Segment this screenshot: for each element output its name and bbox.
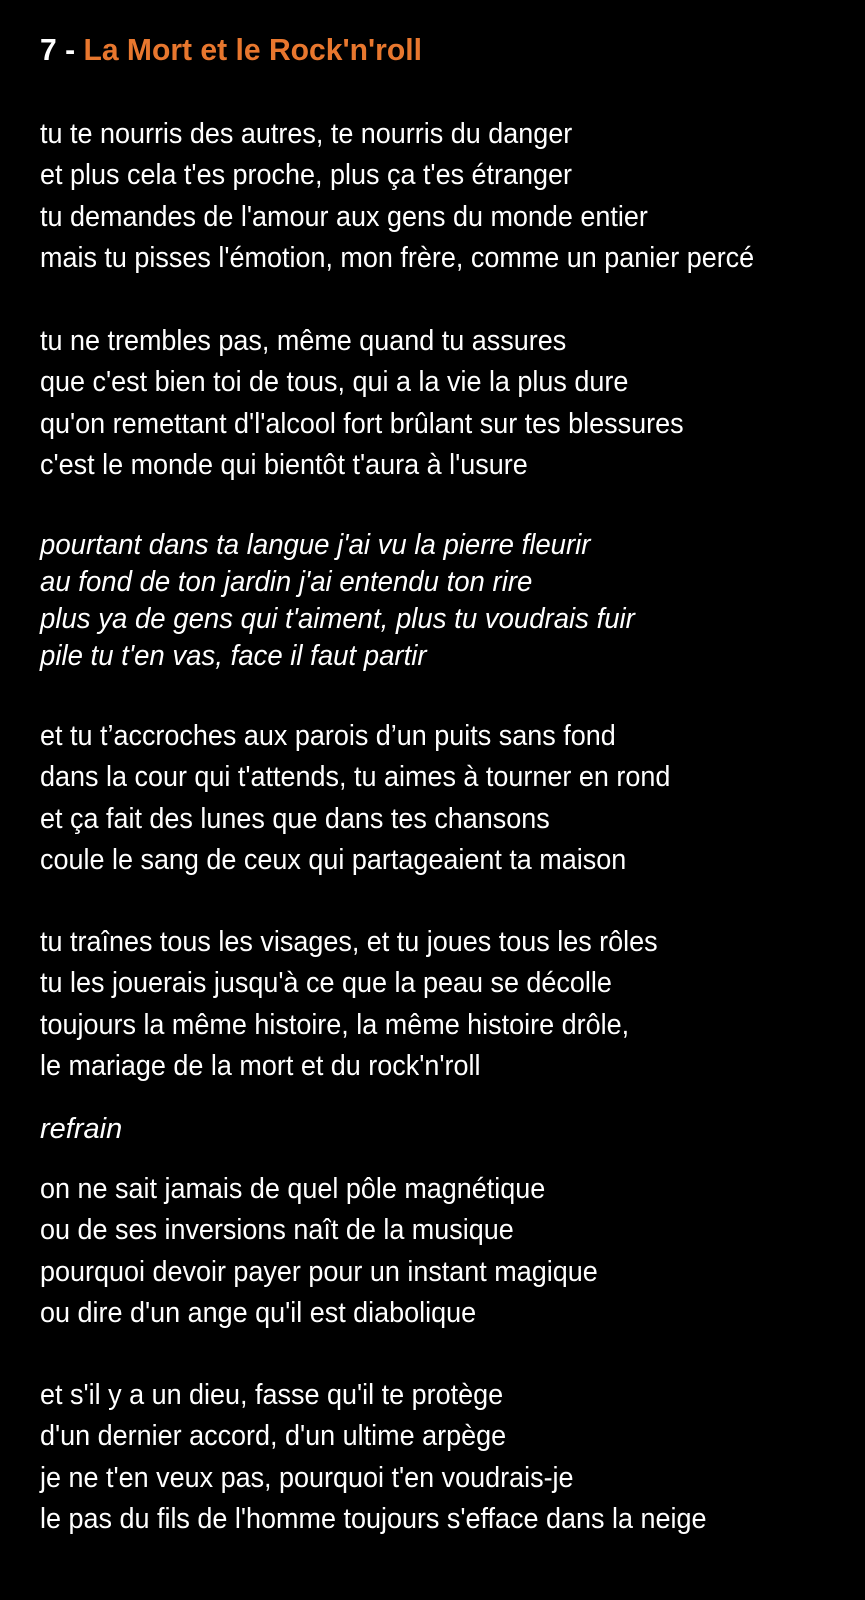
lyric-line: tu les jouerais jusqu'à ce que la peau se décolle xyxy=(40,967,612,1000)
stanza-5 xyxy=(40,922,658,1087)
lyric-line: c'est le monde qui bientôt t'aura à l'usure xyxy=(40,448,528,481)
lyric-line: tu demandes de l'amour aux gens du monde entier xyxy=(40,200,648,233)
lyric-line: ou de ses inversions naît de la musique xyxy=(40,1214,514,1247)
song-title xyxy=(40,30,422,70)
lyric-line: je ne t'en veux pas, pourquoi t'en voudrais-je xyxy=(40,1461,574,1494)
stanza-6 xyxy=(40,1169,598,1334)
lyric-line: dans la cour qui t'attends, tu aimes à tourner en rond xyxy=(40,761,671,794)
stanza-4 xyxy=(40,716,670,881)
lyric-line: au fond de ton jardin j'ai entendu ton rire xyxy=(40,566,533,598)
lyric-line: le mariage de la mort et du rock'n'roll xyxy=(40,1049,481,1082)
title-separator: - xyxy=(65,32,76,67)
lyric-line: pile tu t'en vas, face il faut partir xyxy=(40,640,427,672)
stanza-3-italic xyxy=(40,527,635,675)
lyric-line: tu ne trembles pas, même quand tu assures xyxy=(40,325,567,357)
lyric-line: que c'est bien toi de tous, qui a la vie la plus dure xyxy=(40,366,629,399)
lyric-line: ou dire d'un ange qu'il est diabolique xyxy=(40,1296,477,1329)
lyric-line: mais tu pisses l'émotion, mon frère, comme un panier percé xyxy=(40,241,755,274)
lyric-line: et s'il y a un dieu, fasse qu'il te protège xyxy=(40,1379,504,1411)
lyric-line: pourquoi devoir payer pour un instant magique xyxy=(40,1255,598,1288)
lyric-line: tu te nourris des autres, te nourris du danger xyxy=(40,118,573,150)
stanza-7 xyxy=(40,1375,706,1540)
lyric-line: le pas du fils de l'homme toujours s'efface dans la neige xyxy=(40,1502,707,1535)
lyric-line: plus ya de gens qui t'aiment, plus tu voudrais fuir xyxy=(40,603,635,635)
lyric-line: toujours la même histoire, la même histoire drôle, xyxy=(40,1008,630,1041)
stanza-2 xyxy=(40,321,684,486)
lyric-line: coule le sang de ceux qui partageaient ta maison xyxy=(40,843,627,876)
lyric-line: tu traînes tous les visages, et tu joues tous les rôles xyxy=(40,926,658,958)
lyric-line: on ne sait jamais de quel pôle magnétique xyxy=(40,1173,546,1205)
lyric-line: d'un dernier accord, d'un ultime arpège xyxy=(40,1420,507,1453)
lyric-line: et plus cela t'es proche, plus ça t'es étranger xyxy=(40,159,573,192)
lyric-line: et ça fait des lunes que dans tes chansons xyxy=(40,802,550,835)
lyric-line: et tu t’accroches aux parois d’un puits sans fond xyxy=(40,720,616,752)
refrain-label: refrain xyxy=(40,1113,123,1145)
lyric-line: qu'on remettant d'l'alcool fort brûlant sur tes blessures xyxy=(40,407,684,440)
song-name: La Mort et le Rock'n'roll xyxy=(83,32,422,67)
lyric-line: pourtant dans ta langue j'ai vu la pierre fleurir xyxy=(40,529,591,561)
song-number: 7 xyxy=(40,32,57,67)
stanza-1 xyxy=(40,114,754,279)
